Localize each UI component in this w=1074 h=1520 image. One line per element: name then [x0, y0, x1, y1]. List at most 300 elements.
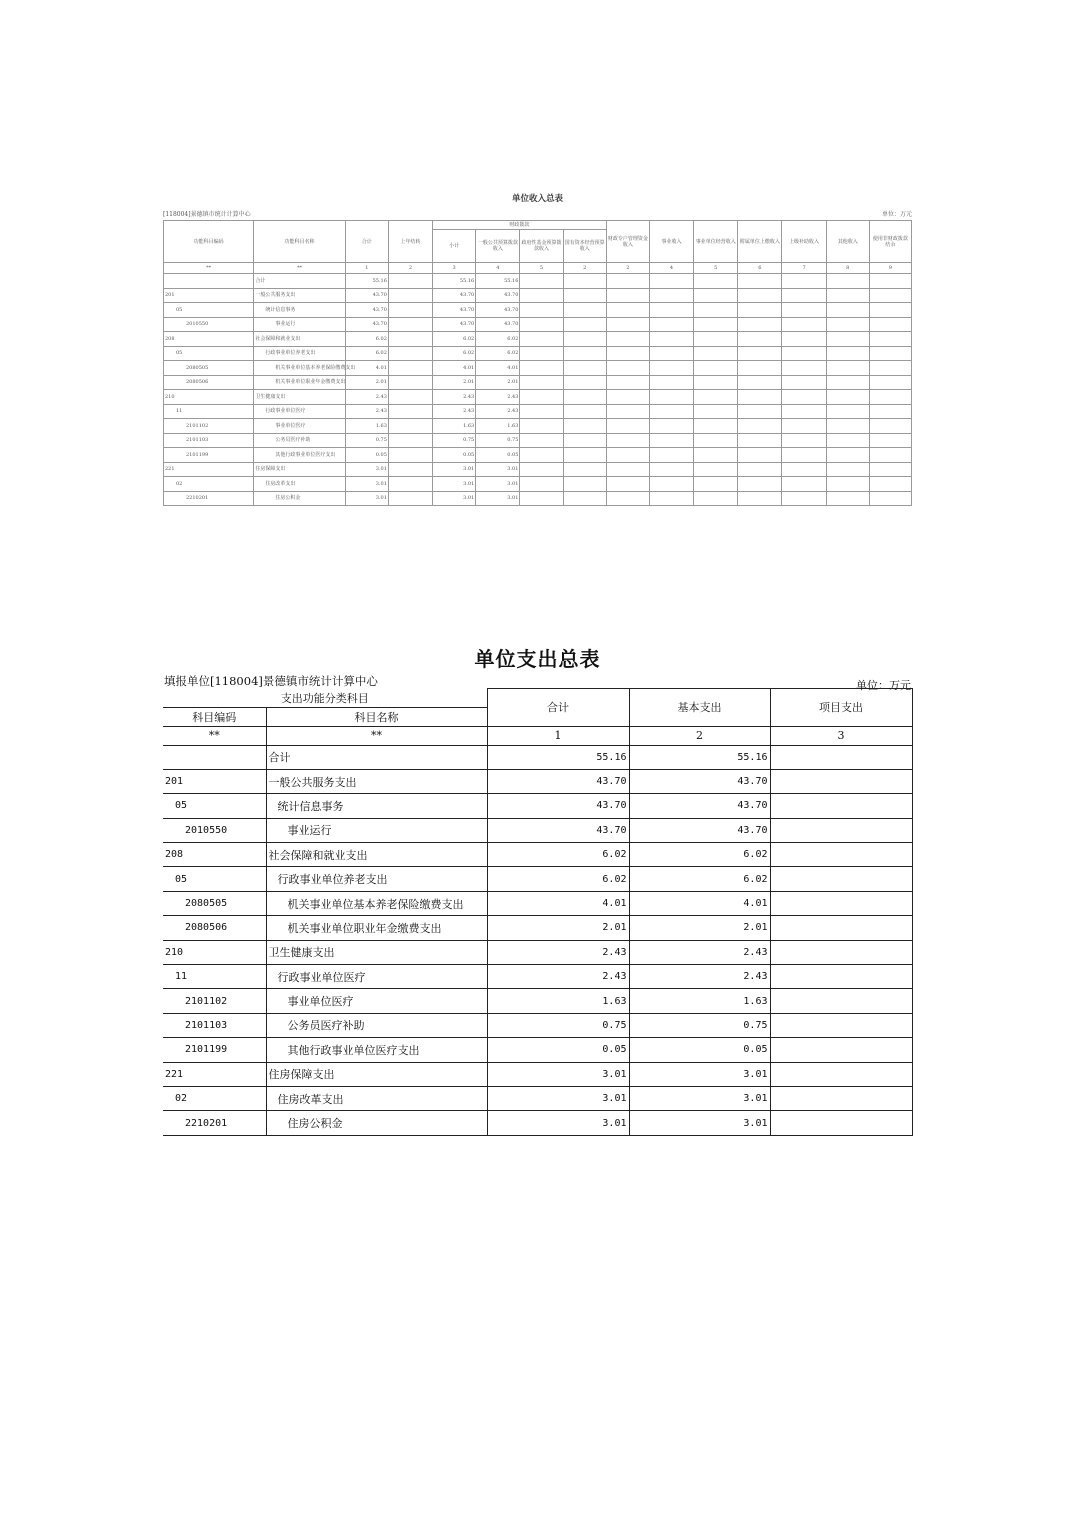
income-row-total: 6.02 [345, 346, 388, 361]
income-row-empty [563, 274, 606, 289]
income-row-empty [649, 462, 693, 477]
income-row-name: 社会保障和就业支出 [254, 332, 345, 347]
income-row-empty [782, 346, 826, 361]
income-row-empty [649, 361, 693, 376]
income-table-row [164, 491, 912, 506]
income-row-empty [563, 317, 606, 332]
income-row-empty [694, 448, 738, 463]
income-header-code: 功能科目编码 [164, 221, 254, 263]
income-row-empty [869, 477, 911, 492]
income-row-empty [606, 346, 649, 361]
expense-row-code: 201 [163, 769, 266, 793]
expense-header-basic: 基本支出 [629, 689, 770, 727]
income-header-state-capital: 国有资本经营预算收入 [563, 230, 606, 263]
income-row-total: 3.01 [345, 477, 388, 492]
income-row-empty [694, 491, 738, 506]
expense-row-total: 3.01 [487, 1086, 629, 1110]
expense-row-name: 机关事业单位基本养老保险缴费支出 [266, 891, 487, 915]
income-header-total: 合计 [345, 221, 388, 263]
expense-row-total: 6.02 [487, 843, 629, 867]
expense-row-total: 43.70 [487, 769, 629, 793]
income-row-subtotal: 3.01 [433, 477, 476, 492]
expense-index-cell: 1 [487, 726, 629, 745]
expense-table-row [163, 745, 912, 769]
income-row-empty [388, 390, 432, 405]
expense-table-row [163, 867, 912, 891]
expense-header-project: 项目支出 [770, 689, 912, 727]
income-row-empty [563, 332, 606, 347]
income-row-empty [563, 433, 606, 448]
expense-table-row [163, 1111, 912, 1135]
income-row-general: 2.01 [476, 375, 520, 390]
income-row-empty [694, 404, 738, 419]
income-row-empty [694, 477, 738, 492]
income-row-empty [869, 288, 911, 303]
income-index-row [164, 263, 912, 274]
income-row-code: 05 [164, 303, 254, 318]
income-row-empty [520, 288, 563, 303]
expense-row-basic: 2.01 [629, 916, 770, 940]
expense-row-project [770, 891, 912, 915]
income-row-empty [869, 332, 911, 347]
expense-row-code: 2101199 [163, 1038, 266, 1062]
income-row-empty [869, 274, 911, 289]
income-row-total: 3.01 [345, 462, 388, 477]
income-row-empty [782, 288, 826, 303]
expense-row-name: 住房改革支出 [266, 1086, 487, 1110]
expense-table-row [163, 965, 912, 989]
income-header-operating: 事业单位经营收入 [694, 221, 738, 263]
income-row-general: 43.70 [476, 288, 520, 303]
expense-index-cell: ** [266, 726, 487, 745]
income-row-empty [738, 274, 782, 289]
income-header-subtotal: 小计 [433, 230, 476, 263]
expense-unit-name: 填报单位[118004]景德镇市统计计算中心 [164, 674, 378, 688]
income-row-empty [869, 317, 911, 332]
income-row-empty [649, 303, 693, 318]
expense-row-project [770, 867, 912, 891]
income-row-empty [388, 361, 432, 376]
income-row-empty [782, 375, 826, 390]
expense-row-basic: 55.16 [629, 745, 770, 769]
expense-summary-table [163, 688, 913, 1136]
income-row-total: 43.70 [345, 288, 388, 303]
expense-row-name: 社会保障和就业支出 [266, 843, 487, 867]
income-row-code: 2101103 [164, 433, 254, 448]
expense-table-row [163, 1062, 912, 1086]
income-row-general: 6.02 [476, 332, 520, 347]
income-row-empty [649, 332, 693, 347]
expense-row-total: 2.01 [487, 916, 629, 940]
expense-row-basic: 3.01 [629, 1086, 770, 1110]
income-index-cell: 5 [520, 263, 563, 274]
income-row-empty [563, 390, 606, 405]
income-header-superior: 上级补助收入 [782, 221, 826, 263]
expense-row-total: 2.43 [487, 940, 629, 964]
income-row-general: 2.43 [476, 390, 520, 405]
income-index-cell: 7 [782, 263, 826, 274]
income-row-general: 4.01 [476, 361, 520, 376]
income-row-empty [520, 491, 563, 506]
expense-row-name: 行政事业单位养老支出 [266, 867, 487, 891]
expense-row-basic: 43.70 [629, 818, 770, 842]
expense-table-row [163, 794, 912, 818]
income-row-general: 55.16 [476, 274, 520, 289]
expense-row-name: 公务员医疗补助 [266, 1013, 487, 1037]
income-row-empty [694, 332, 738, 347]
income-row-empty [826, 274, 869, 289]
income-row-total: 1.63 [345, 419, 388, 434]
income-row-empty [563, 462, 606, 477]
expense-row-basic: 3.01 [629, 1062, 770, 1086]
income-row-total: 4.01 [345, 361, 388, 376]
income-row-empty [649, 404, 693, 419]
income-row-general: 43.70 [476, 303, 520, 318]
income-row-empty [606, 303, 649, 318]
income-row-empty [869, 361, 911, 376]
expense-row-project [770, 989, 912, 1013]
expense-row-total: 1.63 [487, 989, 629, 1013]
expense-table-row [163, 891, 912, 915]
income-row-empty [738, 332, 782, 347]
income-row-empty [563, 448, 606, 463]
income-row-subtotal: 0.05 [433, 448, 476, 463]
income-row-empty [606, 462, 649, 477]
expense-row-project [770, 794, 912, 818]
income-row-empty [738, 433, 782, 448]
income-index-cell: 2 [563, 263, 606, 274]
expense-row-name: 事业单位医疗 [266, 989, 487, 1013]
income-index-cell: 9 [869, 263, 911, 274]
income-row-empty [869, 448, 911, 463]
expense-row-total: 3.01 [487, 1111, 629, 1135]
expense-row-basic: 4.01 [629, 891, 770, 915]
expense-row-code: 221 [163, 1062, 266, 1086]
income-row-empty [738, 288, 782, 303]
income-row-empty [606, 477, 649, 492]
income-row-empty [738, 462, 782, 477]
expense-row-total: 0.75 [487, 1013, 629, 1037]
expense-row-project [770, 843, 912, 867]
income-row-empty [694, 462, 738, 477]
income-header-general: 一般公共预算拨款收入 [476, 230, 520, 263]
income-row-code: 210 [164, 390, 254, 405]
income-row-empty [388, 433, 432, 448]
income-header-balance: 使用非财政拨款结余 [869, 221, 911, 263]
income-row-empty [738, 390, 782, 405]
income-table-row [164, 346, 912, 361]
expense-header-group: 支出功能分类科目 [280, 691, 369, 705]
income-row-empty [782, 303, 826, 318]
income-row-empty [782, 448, 826, 463]
income-row-subtotal: 6.02 [433, 332, 476, 347]
income-row-empty [649, 346, 693, 361]
income-row-empty [520, 332, 563, 347]
income-table-row [164, 419, 912, 434]
income-row-empty [563, 404, 606, 419]
expense-row-basic: 0.75 [629, 1013, 770, 1037]
expense-row-total: 55.16 [487, 745, 629, 769]
income-row-empty [649, 375, 693, 390]
income-row-code: 201 [164, 288, 254, 303]
income-row-empty [826, 346, 869, 361]
expense-row-name: 统计信息事务 [266, 794, 487, 818]
income-table-row [164, 462, 912, 477]
income-row-empty [563, 303, 606, 318]
income-unit-name: [118004]景德镇市统计计算中心 [163, 211, 251, 218]
income-row-general: 2.43 [476, 404, 520, 419]
expense-header-name: 科目名称 [266, 707, 487, 726]
income-row-empty [520, 375, 563, 390]
income-row-general: 6.02 [476, 346, 520, 361]
income-row-code: 208 [164, 332, 254, 347]
expense-row-project [770, 965, 912, 989]
income-row-empty [826, 332, 869, 347]
income-table-row [164, 448, 912, 463]
income-row-empty [694, 361, 738, 376]
income-row-empty [606, 419, 649, 434]
expense-row-basic: 6.02 [629, 867, 770, 891]
income-row-empty [388, 462, 432, 477]
expense-row-name: 机关事业单位职业年金缴费支出 [266, 916, 487, 940]
income-row-empty [388, 404, 432, 419]
expense-index-cell: 2 [629, 726, 770, 745]
income-row-name: 机关事业单位职业年金缴费支出 [254, 375, 345, 390]
income-row-empty [869, 491, 911, 506]
expense-row-project [770, 769, 912, 793]
expense-index-row [163, 726, 912, 745]
income-row-empty [606, 288, 649, 303]
income-index-cell: 2 [388, 263, 432, 274]
income-row-empty [782, 390, 826, 405]
income-row-empty [738, 404, 782, 419]
expense-row-total: 6.02 [487, 867, 629, 891]
income-row-empty [694, 274, 738, 289]
expense-table-row [163, 1086, 912, 1110]
income-header-name: 功能科目名称 [254, 221, 345, 263]
income-row-empty [649, 317, 693, 332]
expense-row-basic: 43.70 [629, 769, 770, 793]
expense-row-code: 2101102 [163, 989, 266, 1013]
income-index-cell: 1 [345, 263, 388, 274]
expense-row-total: 43.70 [487, 794, 629, 818]
income-row-empty [606, 491, 649, 506]
income-row-empty [694, 433, 738, 448]
income-row-empty [826, 419, 869, 434]
income-row-empty [520, 477, 563, 492]
income-row-code: 05 [164, 346, 254, 361]
income-summary-table [163, 220, 912, 506]
income-index-cell: ** [164, 263, 254, 274]
income-header-affiliate: 附属单位上缴收入 [738, 221, 782, 263]
expense-table-row [163, 940, 912, 964]
income-row-empty [563, 419, 606, 434]
income-row-subtotal: 1.63 [433, 419, 476, 434]
income-row-subtotal: 4.01 [433, 361, 476, 376]
income-row-subtotal: 2.43 [433, 404, 476, 419]
income-table-row [164, 317, 912, 332]
income-row-empty [606, 448, 649, 463]
income-row-empty [738, 375, 782, 390]
income-row-empty [782, 317, 826, 332]
income-row-empty [563, 477, 606, 492]
income-row-empty [606, 404, 649, 419]
expense-index-cell: 3 [770, 726, 912, 745]
income-row-code: 221 [164, 462, 254, 477]
income-row-empty [520, 361, 563, 376]
income-row-general: 0.05 [476, 448, 520, 463]
income-row-name: 公务员医疗补助 [254, 433, 345, 448]
income-row-total: 43.70 [345, 303, 388, 318]
income-row-empty [520, 303, 563, 318]
income-row-name: 卫生健康支出 [254, 390, 345, 405]
expense-row-code: 11 [163, 965, 266, 989]
expense-row-basic: 2.43 [629, 940, 770, 964]
expense-row-total: 3.01 [487, 1062, 629, 1086]
income-row-empty [826, 390, 869, 405]
income-row-total: 2.43 [345, 390, 388, 405]
expense-row-project [770, 1038, 912, 1062]
income-row-subtotal: 43.70 [433, 303, 476, 318]
income-row-empty [649, 288, 693, 303]
income-row-empty [388, 491, 432, 506]
income-row-code: 02 [164, 477, 254, 492]
income-table-row [164, 303, 912, 318]
expense-row-name: 卫生健康支出 [266, 940, 487, 964]
income-row-name: 一般公共服务支出 [254, 288, 345, 303]
income-row-empty [606, 332, 649, 347]
income-row-empty [826, 317, 869, 332]
income-index-cell: 4 [476, 263, 520, 274]
income-row-empty [649, 448, 693, 463]
income-row-empty [826, 462, 869, 477]
income-row-empty [520, 274, 563, 289]
income-row-total: 55.16 [345, 274, 388, 289]
income-row-empty [869, 390, 911, 405]
income-row-total: 43.70 [345, 317, 388, 332]
income-row-general: 3.01 [476, 477, 520, 492]
income-row-name: 行政事业单位养老支出 [254, 346, 345, 361]
income-row-empty [869, 419, 911, 434]
income-row-empty [826, 288, 869, 303]
income-row-empty [738, 361, 782, 376]
income-row-subtotal: 0.75 [433, 433, 476, 448]
income-index-cell: ** [254, 263, 345, 274]
income-row-subtotal: 3.01 [433, 491, 476, 506]
expense-row-project [770, 916, 912, 940]
expense-row-code: 05 [163, 794, 266, 818]
income-row-code [164, 274, 254, 289]
expense-row-code [163, 745, 266, 769]
expense-row-basic: 0.05 [629, 1038, 770, 1062]
expense-row-project [770, 1086, 912, 1110]
income-index-cell: 3 [433, 263, 476, 274]
income-row-empty [738, 491, 782, 506]
income-row-total: 0.05 [345, 448, 388, 463]
income-row-empty [738, 448, 782, 463]
expense-row-code: 2080506 [163, 916, 266, 940]
income-index-cell: 4 [649, 263, 693, 274]
income-row-empty [869, 433, 911, 448]
income-header-fund: 政府性基金预算拨款收入 [520, 230, 563, 263]
income-row-empty [694, 390, 738, 405]
income-row-total: 2.43 [345, 404, 388, 419]
expense-row-name: 事业运行 [266, 818, 487, 842]
income-row-general: 3.01 [476, 462, 520, 477]
income-row-empty [826, 491, 869, 506]
expense-row-name: 住房保障支出 [266, 1062, 487, 1086]
income-index-cell: 8 [826, 263, 869, 274]
expense-row-total: 0.05 [487, 1038, 629, 1062]
income-row-empty [869, 375, 911, 390]
expense-row-code: 2101103 [163, 1013, 266, 1037]
income-table-row [164, 404, 912, 419]
income-row-empty [606, 433, 649, 448]
income-row-empty [388, 303, 432, 318]
expense-table-row [163, 1038, 912, 1062]
income-row-general: 43.70 [476, 317, 520, 332]
income-header-carryover: 上年结转 [388, 221, 432, 263]
expense-row-code: 02 [163, 1086, 266, 1110]
expense-header-total: 合计 [487, 689, 629, 727]
income-row-empty [782, 404, 826, 419]
income-row-empty [606, 390, 649, 405]
income-row-empty [520, 448, 563, 463]
income-row-general: 0.75 [476, 433, 520, 448]
income-row-empty [782, 419, 826, 434]
expense-row-project [770, 940, 912, 964]
income-row-empty [694, 419, 738, 434]
income-row-empty [694, 375, 738, 390]
income-row-empty [869, 346, 911, 361]
income-table-title: 单位收入总表 [511, 194, 563, 204]
income-row-empty [520, 346, 563, 361]
income-row-empty [520, 317, 563, 332]
income-row-empty [649, 419, 693, 434]
expense-row-code: 210 [163, 940, 266, 964]
income-row-empty [388, 288, 432, 303]
income-row-subtotal: 55.16 [433, 274, 476, 289]
income-row-empty [520, 419, 563, 434]
income-header-special: 财政专户管理资金收入 [606, 221, 649, 263]
expense-row-name: 行政事业单位医疗 [266, 965, 487, 989]
income-row-empty [520, 404, 563, 419]
expense-row-code: 2210201 [163, 1111, 266, 1135]
expense-table-row [163, 769, 912, 793]
income-table-row [164, 477, 912, 492]
income-row-empty [388, 448, 432, 463]
expense-table-title: 单位支出总表 [474, 647, 601, 671]
income-row-empty [869, 462, 911, 477]
income-table-row [164, 361, 912, 376]
income-row-total: 6.02 [345, 332, 388, 347]
expense-row-basic: 3.01 [629, 1111, 770, 1135]
expense-header-code: 科目编码 [163, 707, 266, 726]
income-table-row [164, 375, 912, 390]
expense-row-project [770, 1111, 912, 1135]
expense-row-name: 住房公积金 [266, 1111, 487, 1135]
income-row-name: 事业单位医疗 [254, 419, 345, 434]
income-row-empty [563, 491, 606, 506]
income-row-empty [606, 274, 649, 289]
expense-row-total: 2.43 [487, 965, 629, 989]
income-row-code: 2101102 [164, 419, 254, 434]
income-table-row [164, 274, 912, 289]
income-row-empty [388, 477, 432, 492]
income-header-business: 事业收入 [649, 221, 693, 263]
income-row-empty [782, 491, 826, 506]
income-row-empty [694, 303, 738, 318]
